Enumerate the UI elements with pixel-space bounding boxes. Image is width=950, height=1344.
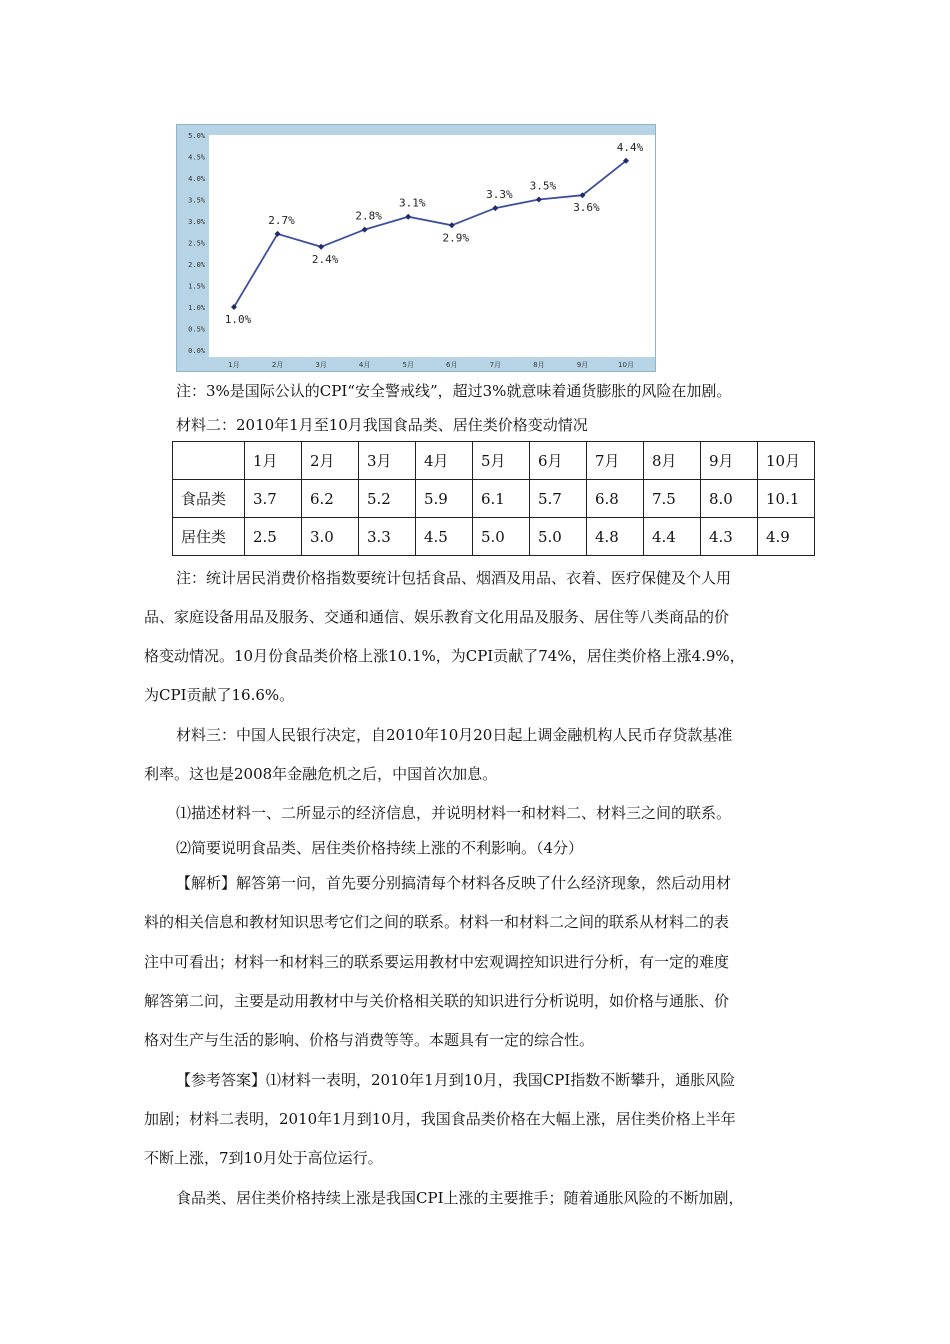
answer-line-1: 【参考答案】⑴材料一表明，2010年1月到10月，我国CPI指数不断攀升，通胀风险 bbox=[176, 1071, 736, 1089]
answer-line-2: 加剧；材料二表明，2010年1月到10月，我国食品类价格在大幅上涨，居住类价格上半年 bbox=[144, 1110, 736, 1128]
table-cell: 4.5 bbox=[416, 518, 473, 556]
table-cell: 5.7 bbox=[530, 480, 587, 518]
data-label: 1.0% bbox=[224, 313, 252, 326]
table-cell: 4.4 bbox=[644, 518, 701, 556]
table-row bbox=[173, 518, 815, 556]
x-tick-label: 1月 bbox=[228, 361, 240, 369]
table-cell: 7.5 bbox=[644, 480, 701, 518]
table-cell: 5.9 bbox=[416, 480, 473, 518]
analysis-line-2: 料的相关信息和教材知识思考它们之间的联系。材料一和材料二之间的联系从材料二的表 bbox=[144, 913, 730, 931]
data-label: 2.7% bbox=[268, 213, 295, 227]
data-label: 3.6% bbox=[573, 201, 600, 215]
table-header: 9月 bbox=[701, 442, 758, 480]
row-label: 居住类 bbox=[173, 518, 245, 556]
answer-line-3: 不断上涨，7到10月处于高位运行。 bbox=[144, 1149, 383, 1167]
y-tick-label: 1.0% bbox=[188, 304, 205, 312]
table-cell: 5.0 bbox=[530, 518, 587, 556]
x-tick-label: 9月 bbox=[576, 361, 589, 369]
note-2-line-4: 为CPI贡献了16.6%。 bbox=[144, 686, 295, 704]
analysis-line-5: 格对生产与生活的影响、价格与消费等等。本题具有一定的综合性。 bbox=[144, 1031, 595, 1049]
table-header: 10月 bbox=[758, 442, 815, 480]
table-header: 8月 bbox=[644, 442, 701, 480]
y-tick-label: 5.0% bbox=[188, 132, 205, 140]
data-label: 2.8% bbox=[355, 209, 382, 223]
note-1: 注：3%是国际公认的CPI“安全警戒线”，超过3%就意味着通货膨胀的风险在加剧。 bbox=[176, 382, 732, 400]
table-cell: 6.1 bbox=[473, 480, 530, 518]
price-table bbox=[172, 441, 815, 556]
table-cell: 4.3 bbox=[701, 518, 758, 556]
table-header: 7月 bbox=[587, 442, 644, 480]
table-header: 6月 bbox=[530, 442, 587, 480]
table-cell: 4.8 bbox=[587, 518, 644, 556]
analysis-line-1: 【解析】解答第一问，首先要分别搞清每个材料各反映了什么经济现象，然后动用材 bbox=[176, 874, 732, 892]
y-tick-label: 2.5% bbox=[188, 239, 205, 248]
table-header: 5月 bbox=[473, 442, 530, 480]
table-cell: 5.0 bbox=[473, 518, 530, 556]
material-2-title: 材料二：2010年1月至10月我国食品类、居住类价格变动情况 bbox=[176, 416, 588, 434]
analysis-line-3: 注中可看出；材料一和材料三的联系要运用教材中宏观调控知识进行分析，有一定的难度 bbox=[144, 953, 730, 971]
question-1: ⑴描述材料一、二所显示的经济信息，并说明材料一和材料二、材料三之间的联系。 bbox=[176, 804, 732, 822]
table-cell: 3.0 bbox=[302, 518, 359, 556]
analysis-line-4: 解答第二问，主要是动用教材中与关价格相关联的知识进行分析说明，如价格与通胀、价 bbox=[144, 992, 730, 1010]
x-tick-label: 6月 bbox=[446, 361, 458, 369]
final-line: 食品类、居住类价格持续上涨是我国CPI上涨的主要推手；随着通胀风险的不断加剧， bbox=[176, 1189, 744, 1207]
x-tick-label: 10月 bbox=[618, 361, 634, 369]
material-3-line-1: 材料三：中国人民银行决定，自2010年10月20日起上调金融机构人民币存贷款基准 bbox=[176, 726, 733, 744]
table-cell: 4.9 bbox=[758, 518, 815, 556]
y-tick-label: 3.5% bbox=[188, 196, 205, 205]
x-tick-label: 4月 bbox=[358, 361, 371, 369]
note-2-line-2: 品、家庭设备用品及服务、交通和通信、娱乐教育文化用品及服务、居住等八类商品的价 bbox=[144, 608, 730, 626]
row-label: 食品类 bbox=[173, 480, 245, 518]
table-cell: 6.8 bbox=[587, 480, 644, 518]
y-tick-label: 1.5% bbox=[188, 282, 205, 291]
table-header: 2月 bbox=[302, 442, 359, 480]
data-label: 3.1% bbox=[398, 196, 426, 210]
data-label: 2.4% bbox=[311, 252, 339, 266]
table-header: 1月 bbox=[245, 442, 302, 480]
x-tick-label: 5月 bbox=[402, 361, 414, 369]
table-header-row bbox=[173, 442, 815, 480]
x-tick-label: 8月 bbox=[533, 361, 545, 369]
material-3-line-2: 利率。这也是2008年金融危机之后，中国首次加息。 bbox=[144, 765, 498, 783]
chart-svg bbox=[177, 125, 657, 373]
cpi-line-chart bbox=[176, 124, 656, 372]
data-label: 4.4% bbox=[616, 140, 644, 154]
table-cell: 8.0 bbox=[701, 480, 758, 518]
data-label: 3.3% bbox=[486, 188, 513, 202]
table-cell: 3.3 bbox=[359, 518, 416, 556]
plot-area bbox=[209, 135, 655, 357]
x-tick-label: 2月 bbox=[271, 361, 284, 369]
y-tick-label: 4.5% bbox=[188, 153, 205, 162]
y-tick-label: 0.0% bbox=[188, 347, 205, 355]
table-cell: 6.2 bbox=[302, 480, 359, 518]
y-tick-label: 3.0% bbox=[188, 218, 205, 226]
table-header: 3月 bbox=[359, 442, 416, 480]
question-2: ⑵简要说明食品类、居住类价格持续上涨的不利影响。（4分） bbox=[176, 839, 584, 857]
data-label: 3.5% bbox=[529, 179, 557, 193]
note-2-line-3: 格变动情况。10月份食品类价格上涨10.1%，为CPI贡献了74%，居住类价格上涨4.9%， bbox=[144, 647, 745, 665]
note-2-line-1: 注：统计居民消费价格指数要统计包括食品、烟酒及用品、衣着、医疗保健及个人用 bbox=[176, 569, 732, 587]
data-label: 2.9% bbox=[442, 231, 470, 245]
table-cell: 3.7 bbox=[245, 480, 302, 518]
table-corner bbox=[173, 442, 245, 480]
y-tick-label: 4.0% bbox=[188, 175, 205, 183]
x-tick-label: 7月 bbox=[489, 361, 502, 369]
table-cell: 2.5 bbox=[245, 518, 302, 556]
x-tick-label: 3月 bbox=[315, 361, 327, 369]
y-tick-label: 2.0% bbox=[188, 261, 205, 269]
table-row bbox=[173, 480, 815, 518]
y-tick-label: 0.5% bbox=[188, 325, 205, 334]
table-cell: 5.2 bbox=[359, 480, 416, 518]
table-cell: 10.1 bbox=[758, 480, 815, 518]
table-header: 4月 bbox=[416, 442, 473, 480]
